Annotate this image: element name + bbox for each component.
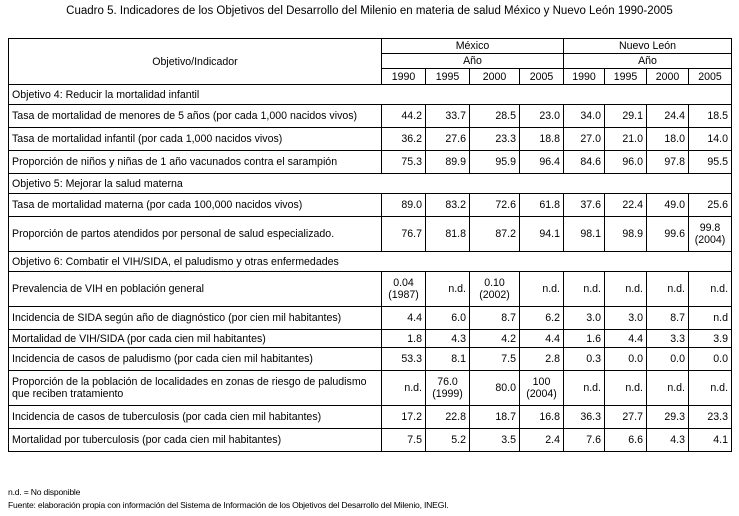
value-cell — [605, 217, 647, 252]
value-cell — [564, 105, 605, 128]
value-cell — [689, 307, 732, 330]
table-row — [9, 194, 732, 217]
value-cell — [382, 348, 426, 371]
indicator-header: Objetivo/Indicador — [9, 39, 382, 85]
value-cell — [382, 330, 426, 348]
year-note: (2004) — [694, 234, 726, 246]
value: 81.8 — [445, 228, 466, 240]
table-row — [9, 371, 732, 406]
value-cell — [426, 330, 470, 348]
value: 4.4 — [628, 332, 643, 345]
value: 28.5 — [495, 110, 516, 122]
value-cell — [689, 348, 732, 371]
value: 72.6 — [495, 199, 516, 211]
value-cell — [470, 151, 520, 174]
value: 4.2 — [501, 332, 516, 345]
value: 18.5 — [707, 110, 729, 122]
value-cell — [470, 272, 520, 307]
value: 0.10 — [484, 277, 505, 289]
value-cell — [426, 371, 470, 406]
value-cell — [470, 406, 520, 429]
section-title: Objetivo 4: Reducir la mortalidad infantil — [9, 85, 732, 105]
value-cell — [520, 272, 564, 307]
value-cell — [382, 128, 426, 151]
value: 27.6 — [445, 133, 466, 145]
value-cell — [382, 406, 426, 429]
value: n.d. — [625, 283, 643, 295]
value-cell — [605, 272, 647, 307]
table-row — [9, 272, 732, 307]
value-cell — [647, 151, 689, 174]
mexico-header: México — [382, 39, 564, 54]
value: 0.04 — [393, 277, 414, 289]
value-cell — [564, 348, 605, 371]
section-title: Objetivo 5: Mejorar la salud materna — [9, 174, 732, 194]
nuevo-leon-year-label: Año — [564, 54, 732, 69]
value-cell — [605, 348, 647, 371]
value-cell — [689, 194, 732, 217]
value-cell — [470, 307, 520, 330]
value: 23.3 — [495, 133, 516, 145]
year-header: 1990 — [382, 69, 426, 85]
value-cell — [647, 272, 689, 307]
value-cell — [520, 348, 564, 371]
value-cell — [689, 429, 732, 452]
value: 96.4 — [539, 156, 560, 168]
value-cell — [689, 217, 732, 252]
value-cell — [520, 330, 564, 348]
value-cell — [605, 105, 647, 128]
value-cell — [382, 194, 426, 217]
value-cell — [426, 348, 470, 371]
value-cell — [470, 371, 520, 406]
indicator-label: Tasa de mortalidad infantil (por cada 1,000 nacidos vivos) — [9, 128, 382, 151]
value: 8.1 — [451, 353, 466, 365]
value: 27.7 — [622, 411, 643, 423]
value-cell — [689, 330, 732, 348]
value-cell — [605, 151, 647, 174]
value: 5.2 — [451, 434, 466, 446]
table-row — [9, 105, 732, 128]
value: 14.0 — [707, 133, 729, 145]
value-cell — [647, 330, 689, 348]
value: 49.0 — [664, 199, 685, 211]
value-cell — [426, 105, 470, 128]
value-cell — [520, 128, 564, 151]
table-title: Cuadro 5. Indicadores de los Objetivos del Desarrollo del Milenio en materia de salud México y Nuevo León 1990-2005 — [66, 5, 673, 17]
value: n.d. — [583, 382, 601, 394]
value-cell — [605, 429, 647, 452]
value: 53.3 — [401, 353, 422, 365]
value: 18.8 — [539, 133, 560, 145]
section-row — [9, 252, 732, 272]
value: 96.0 — [622, 156, 643, 168]
value-cell — [564, 406, 605, 429]
value-cell — [470, 348, 520, 371]
value: 4.4 — [545, 332, 560, 345]
value: 84.6 — [580, 156, 601, 168]
value: 87.2 — [495, 228, 516, 240]
indicator-label: Incidencia de casos de paludismo (por cada cien mil habitantes) — [9, 348, 382, 371]
value-cell — [426, 128, 470, 151]
value: 80.0 — [495, 382, 516, 394]
value: n.d. — [625, 382, 643, 394]
table-row — [9, 330, 732, 348]
value-cell — [520, 151, 564, 174]
value-cell — [520, 429, 564, 452]
value-cell — [564, 330, 605, 348]
value: 8.7 — [501, 312, 516, 324]
value: 18.0 — [664, 133, 685, 145]
value-cell — [564, 217, 605, 252]
value-cell — [564, 429, 605, 452]
indicators-table — [8, 38, 732, 452]
value-cell — [470, 194, 520, 217]
value: 27.0 — [580, 133, 601, 145]
indicator-label: Mortalidad por tuberculosis (por cada cien mil habitantes) — [9, 429, 382, 452]
value: n.d. — [710, 382, 729, 394]
value: 7.5 — [407, 434, 422, 446]
year-note: (1999) — [432, 388, 463, 400]
value: 83.2 — [445, 199, 466, 211]
value-cell — [647, 128, 689, 151]
value: 98.1 — [580, 228, 601, 240]
value-cell — [426, 406, 470, 429]
indicator-label: Proporción de partos atendidos por personal de salud especializado. — [9, 217, 382, 252]
value-cell — [382, 371, 426, 406]
value-cell — [382, 307, 426, 330]
value-cell — [647, 348, 689, 371]
value-cell — [520, 105, 564, 128]
value-cell — [470, 330, 520, 348]
value: 0.0 — [628, 353, 643, 365]
table-row — [9, 151, 732, 174]
value-cell — [382, 151, 426, 174]
value-cell — [382, 272, 426, 307]
value: 3.0 — [586, 312, 601, 324]
value-cell — [564, 151, 605, 174]
value-cell — [426, 151, 470, 174]
value-cell — [426, 429, 470, 452]
value: 94.1 — [539, 228, 560, 240]
value: 36.3 — [580, 411, 601, 423]
year-note: (2002) — [479, 289, 510, 301]
value: 61.8 — [539, 199, 560, 211]
value: 36.2 — [401, 133, 422, 145]
value: 0.3 — [586, 353, 601, 365]
value-cell — [689, 272, 732, 307]
value-cell — [647, 307, 689, 330]
value-cell — [647, 429, 689, 452]
section-title: Objetivo 6: Combatir el VIH/SIDA, el paludismo y otras enfermedades — [9, 252, 732, 272]
value: n.d — [713, 312, 729, 324]
value: 3.9 — [713, 332, 729, 345]
value: 29.1 — [622, 110, 643, 122]
value: 6.2 — [545, 312, 560, 324]
year-header: 1990 — [564, 69, 605, 85]
table-row — [9, 348, 732, 371]
value: 6.6 — [628, 434, 643, 446]
indicator-label: Tasa de mortalidad materna (por cada 100,000 nacidos vivos) — [9, 194, 382, 217]
value: n.d. — [583, 283, 601, 295]
value-cell — [470, 128, 520, 151]
value: 17.2 — [401, 411, 422, 423]
value: 22.4 — [622, 199, 643, 211]
value: n.d. — [667, 382, 685, 394]
value-cell — [605, 128, 647, 151]
value: 75.3 — [401, 156, 422, 168]
value: 18.7 — [495, 411, 516, 423]
value: 3.3 — [670, 332, 685, 345]
value-cell — [426, 194, 470, 217]
value-cell — [520, 217, 564, 252]
value: 16.8 — [539, 411, 560, 423]
value-cell — [426, 217, 470, 252]
value-cell — [689, 151, 732, 174]
value: 89.9 — [445, 156, 466, 168]
indicator-label: Proporción de niños y niñas de 1 año vacunados contra el sarampión — [9, 151, 382, 174]
section-row — [9, 85, 732, 105]
value: 0.0 — [713, 353, 729, 365]
indicator-label: Proporción de la población de localidades en zonas de riesgo de paludismo que reciben tratamiento — [9, 371, 382, 406]
mexico-year-label: Año — [382, 54, 564, 69]
value-cell — [564, 371, 605, 406]
value-cell — [426, 307, 470, 330]
value-cell — [605, 307, 647, 330]
value-cell — [564, 272, 605, 307]
value: 4.3 — [670, 434, 685, 446]
value: 99.8 — [699, 222, 721, 234]
value: 44.2 — [401, 110, 422, 122]
value-cell — [689, 371, 732, 406]
value-cell — [470, 217, 520, 252]
value-cell — [520, 194, 564, 217]
value-cell — [520, 371, 564, 406]
value: 100 — [532, 376, 551, 388]
value: 33.7 — [445, 110, 466, 122]
value-cell — [647, 371, 689, 406]
value: 24.4 — [664, 110, 685, 122]
value-cell — [647, 406, 689, 429]
indicator-label: Tasa de mortalidad de menores de 5 años (por cada 1,000 nacidos vivos) — [9, 105, 382, 128]
value-cell — [605, 330, 647, 348]
value-cell — [564, 128, 605, 151]
value: n.d. — [667, 283, 685, 295]
table-body — [9, 85, 732, 452]
value: 95.5 — [707, 156, 729, 168]
value: 1.8 — [407, 332, 422, 345]
year-note: (2004) — [526, 388, 557, 400]
value: 29.3 — [664, 411, 685, 423]
table-row — [9, 217, 732, 252]
year-header: 2005 — [689, 69, 732, 85]
value: 1.6 — [586, 332, 601, 345]
value: 25.6 — [707, 199, 729, 211]
value: 37.6 — [580, 199, 601, 211]
value: 23.3 — [707, 411, 729, 423]
value: n.d. — [404, 382, 422, 394]
value: 8.7 — [670, 312, 685, 324]
table-row — [9, 406, 732, 429]
value-cell — [605, 371, 647, 406]
value-cell — [520, 307, 564, 330]
year-header: 2000 — [470, 69, 520, 85]
table-row — [9, 128, 732, 151]
value: 21.0 — [622, 133, 643, 145]
value-cell — [382, 105, 426, 128]
value-cell — [605, 194, 647, 217]
year-note: (1987) — [388, 289, 419, 301]
year-header: 1995 — [426, 69, 470, 85]
value: 22.8 — [445, 411, 466, 423]
value-cell — [564, 307, 605, 330]
value-cell — [647, 105, 689, 128]
year-header: 2005 — [520, 69, 564, 85]
value-cell — [470, 429, 520, 452]
value-cell — [605, 406, 647, 429]
year-header: 2000 — [647, 69, 689, 85]
value-cell — [520, 406, 564, 429]
value: 2.4 — [545, 434, 560, 446]
value-cell — [564, 194, 605, 217]
value: 89.0 — [401, 199, 422, 211]
value: 2.8 — [545, 353, 560, 365]
value-cell — [382, 217, 426, 252]
value: 3.0 — [628, 312, 643, 324]
footnote-source: Fuente: elaboración propia con información del Sistema de Información de los Objetivos del Desarrollo del Milenio, INEGI. — [8, 500, 449, 510]
value-cell — [689, 128, 732, 151]
value: 4.1 — [713, 434, 729, 446]
nuevo-leon-header: Nuevo León — [564, 39, 732, 54]
value-cell — [689, 105, 732, 128]
table-row — [9, 429, 732, 452]
value: n.d. — [448, 283, 466, 295]
value: 34.0 — [580, 110, 601, 122]
value: n.d. — [542, 283, 560, 295]
value: 98.9 — [622, 228, 643, 240]
value-cell — [647, 194, 689, 217]
value: 99.6 — [664, 228, 685, 240]
value-cell — [470, 105, 520, 128]
value: 3.5 — [501, 434, 516, 446]
value: 7.5 — [501, 353, 516, 365]
value: 76.0 — [437, 376, 458, 388]
value-cell — [647, 217, 689, 252]
value-cell — [689, 406, 732, 429]
value: 97.8 — [664, 156, 685, 168]
value: 7.6 — [586, 434, 601, 446]
section-row — [9, 174, 732, 194]
indicator-label: Prevalencia de VIH en población general — [9, 272, 382, 307]
value: n.d. — [710, 283, 729, 295]
value: 4.4 — [407, 312, 422, 324]
value: 23.0 — [539, 110, 560, 122]
value-cell — [382, 429, 426, 452]
value: 6.0 — [451, 312, 466, 324]
table-row — [9, 307, 732, 330]
indicator-label: Incidencia de SIDA según año de diagnóstico (por cien mil habitantes) — [9, 307, 382, 330]
indicator-label: Incidencia de casos de tuberculosis (por cada cien mil habitantes) — [9, 406, 382, 429]
value: 76.7 — [401, 228, 422, 240]
value-cell — [426, 272, 470, 307]
indicator-label: Mortalidad de VIH/SIDA (por cada cien mil habitantes) — [9, 330, 382, 348]
value: 95.9 — [495, 156, 516, 168]
value: 4.3 — [451, 332, 466, 345]
value: 0.0 — [670, 353, 685, 365]
year-header: 1995 — [605, 69, 647, 85]
footnote-nd: n.d. = No disponible — [8, 487, 81, 497]
